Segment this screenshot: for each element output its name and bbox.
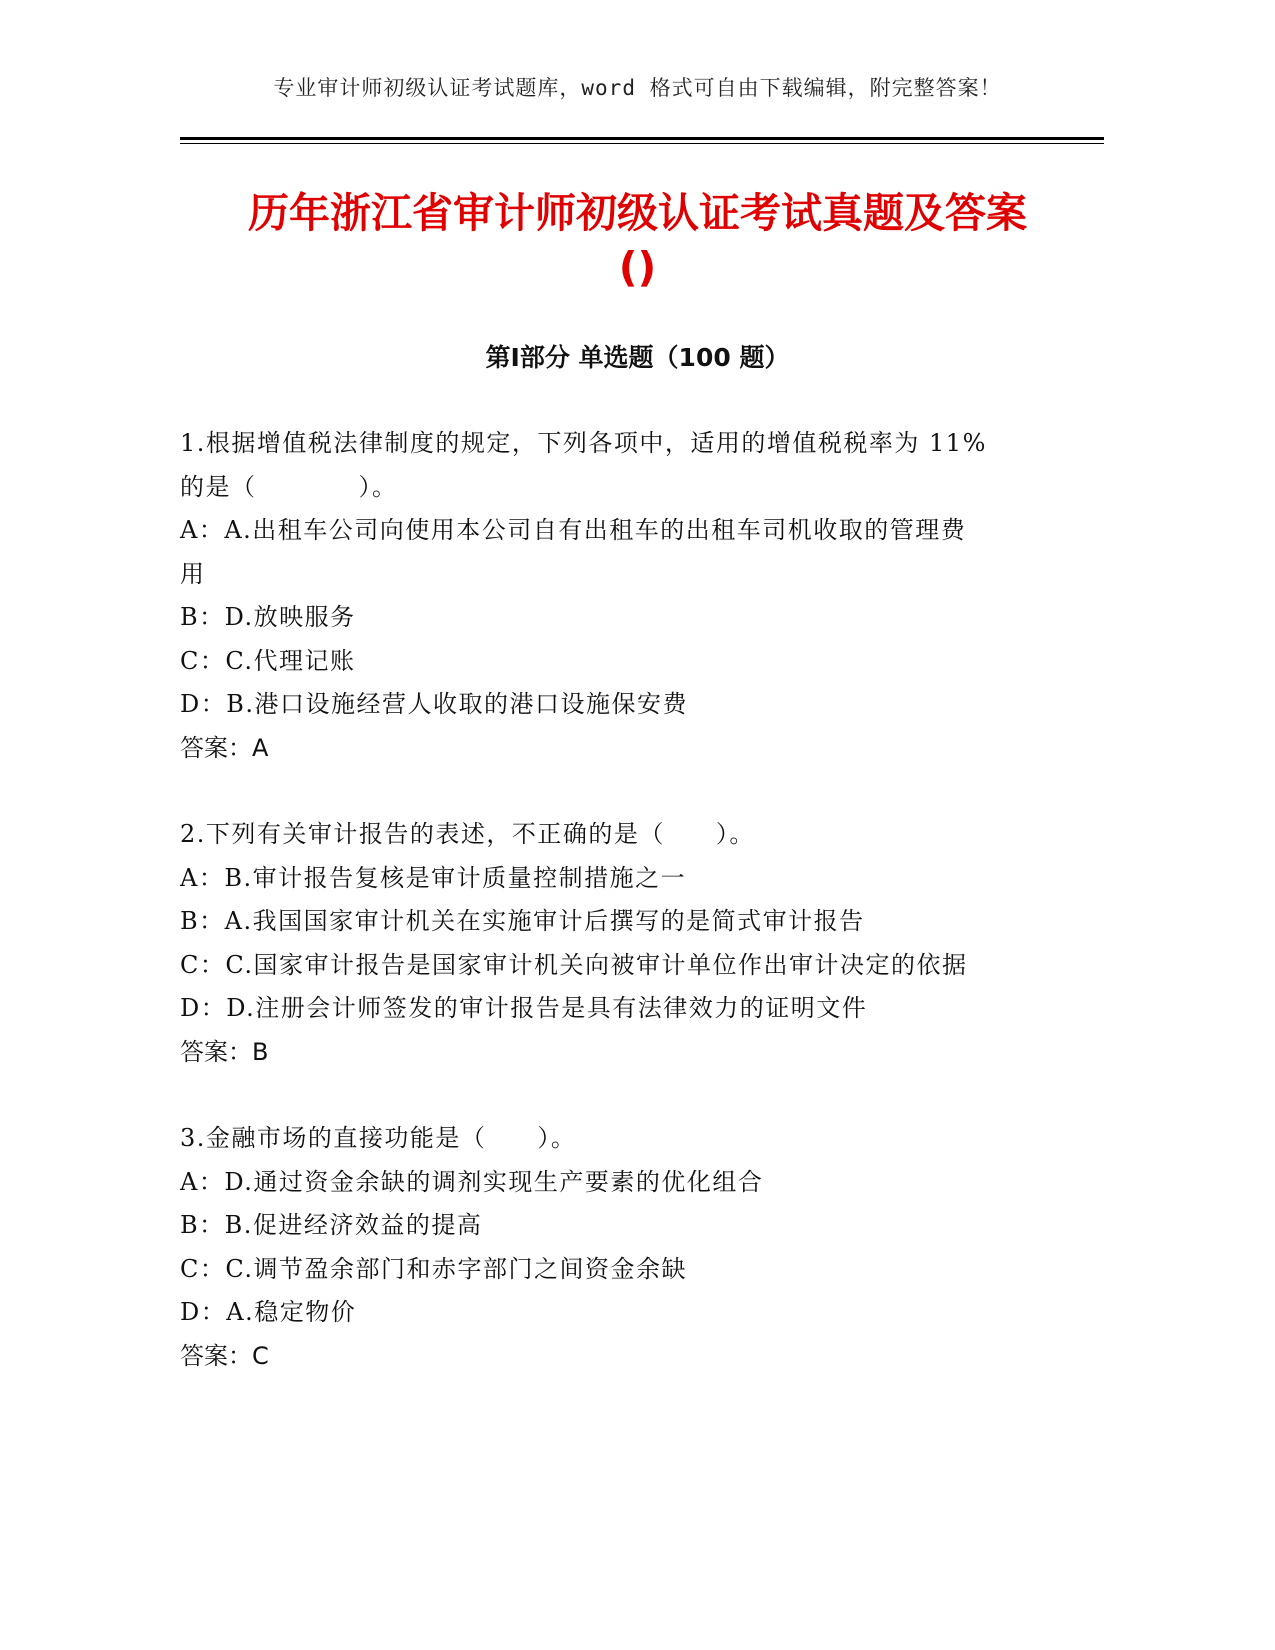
header-rule-thick <box>180 137 1104 140</box>
document-title <box>150 186 1125 294</box>
option-d: D：A.稳定物价 <box>180 1298 357 1326</box>
section-heading: 第Ⅰ部分 单选题（100 题） <box>485 343 790 372</box>
question-stem-continued: 的是（ ）。 <box>180 472 398 501</box>
option-b: B：A.我国国家审计机关在实施审计后撰写的是简式审计报告 <box>180 907 865 935</box>
header-note: 专业审计师初级认证考试题库，word 格式可自由下载编辑，附完整答案！ <box>273 76 1002 100</box>
document-title-line2: () <box>618 243 657 291</box>
question-2 <box>180 813 1050 1074</box>
option-a: A：A.出租车公司向使用本公司自有出租车的出租车司机收取的管理费 <box>180 516 967 544</box>
option-a: A：B.审计报告复核是审计质量控制措施之一 <box>180 863 687 892</box>
question-stem: 1.根据增值税法律制度的规定，下列各项中，适用的增值税税率为 11% <box>180 429 987 457</box>
question-1 <box>180 422 1050 770</box>
option-d: D：D.注册会计师签发的审计报告是具有法律效力的证明文件 <box>180 994 868 1022</box>
document-title-line1: 历年浙江省审计师初级认证考试真题及答案 <box>248 189 1027 237</box>
option-c: C：C.代理记账 <box>180 646 356 675</box>
option-a: A：D.通过资金余缺的调剂实现生产要素的优化组合 <box>180 1167 764 1196</box>
option-c: C：C.调节盈余部门和赤字部门之间资金余缺 <box>180 1254 687 1283</box>
answer: 答案：C <box>180 1341 269 1370</box>
option-b: B：D.放映服务 <box>180 603 356 631</box>
option-b: B：B.促进经济效益的提高 <box>180 1211 483 1239</box>
question-3 <box>180 1117 1050 1378</box>
answer: 答案：A <box>180 733 269 762</box>
question-stem: 3.金融市场的直接功能是（ ）。 <box>180 1124 577 1152</box>
option-d: D：B.港口设施经营人收取的港口设施保安费 <box>180 690 689 718</box>
option-a-continued: 用 <box>180 559 206 588</box>
question-stem: 2.下列有关审计报告的表述，不正确的是（ ）。 <box>180 820 755 848</box>
answer: 答案：B <box>180 1037 269 1066</box>
question-list <box>180 422 1050 1421</box>
header-rule-thin <box>180 143 1104 144</box>
option-c: C：C.国家审计报告是国家审计机关向被审计单位作出审计决定的依据 <box>180 950 968 979</box>
